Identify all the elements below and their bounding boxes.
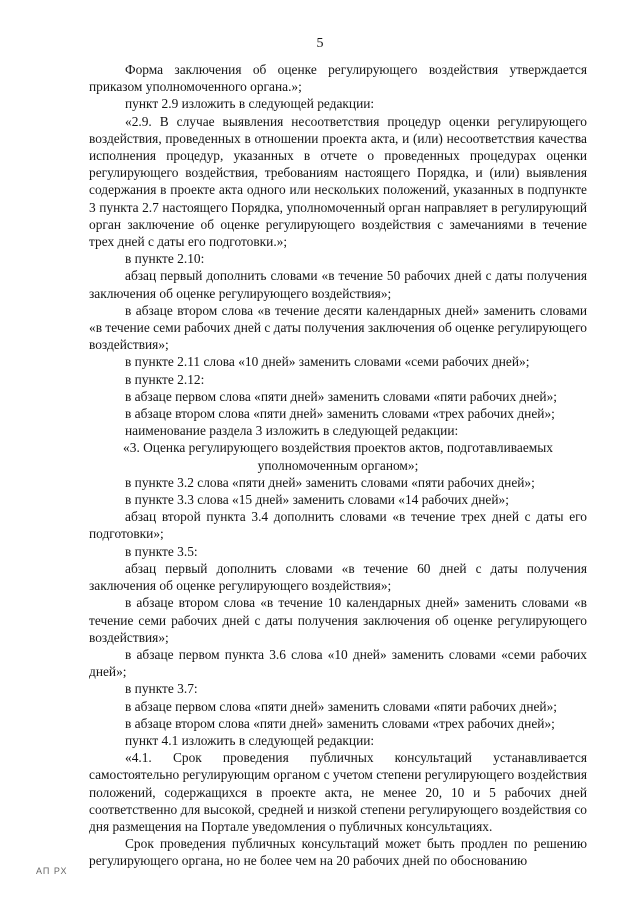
- paragraph: «2.9. В случае выявления несоответствия процедур оценки регулирующего воздействия, проведенных в отношении проекта акта, и (или) несоответствия качества исполнения процедур, указанных в отчете о проведенных процедурах оценки регулирующего воздействия, требованиям настоящего Порядка, и (или) выявления содержания в проекте акта одного или нескольких положений, указанных в подпункте 3 пункта 2.7 настоящего Порядка, уполномоченный орган направляет в регулирующий орган заключение об оценке регулирующего воздействия с замечаниями в течение трех дней с даты его подготовки.»;: [89, 113, 587, 250]
- corner-mark: АП РХ: [36, 866, 68, 876]
- paragraph: в абзаце втором слова «пяти дней» заменить словами «трех рабочих дней»;: [125, 406, 555, 422]
- paragraph: Форма заключения об оценке регулирующего воздействия утверждается приказом уполномоченного органа.»;: [89, 62, 587, 95]
- paragraph: в абзаце втором слова «в течение 10 календарных дней» заменить словами «в течение семи рабочих дней с даты получения заключения об оценке регулирующего воздействия»;: [89, 595, 587, 645]
- paragraph: пункт 2.9 изложить в следующей редакции:: [125, 96, 375, 112]
- paragraph: в пункте 3.5:: [125, 543, 198, 559]
- paragraph: в абзаце первом слова «пяти дней» заменить словами «пяти рабочих дней»;: [125, 388, 558, 404]
- paragraph: наименование раздела 3 изложить в следующей редакции:: [125, 423, 459, 439]
- paragraph: Срок проведения публичных консультаций может быть продлен по решению регулирующего органа, но не более чем на 20 рабочих дней по обоснованию: [89, 836, 587, 869]
- paragraph: в пункте 3.7:: [125, 681, 198, 697]
- paragraph: в пункте 2.10:: [125, 251, 205, 267]
- paragraph: в пункте 2.11 слова «10 дней» заменить словами «семи рабочих дней»;: [125, 354, 530, 370]
- paragraph: абзац первый дополнить словами «в течение 60 дней с даты получения заключения об оценке регулирующего воздействия»;: [89, 560, 587, 594]
- paragraph: в пункте 3.2 слова «пяти дней» заменить словами «пяти рабочих дней»;: [125, 474, 535, 490]
- paragraph: в абзаце втором слова «в течение десяти календарных дней» заменить словами «в течение семи рабочих дней с даты получения заключения об оценке регулирующего воздействия»;: [89, 302, 587, 353]
- paragraph: абзац второй пункта 3.4 дополнить словами «в течение трех дней с даты его подготовки»;: [89, 509, 587, 542]
- paragraph: абзац первый дополнить словами «в течение 50 рабочих дней с даты получения заключения об оценке регулирующего воздействия»;: [89, 268, 587, 301]
- section-heading: «3. Оценка регулирующего воздействия проектов актов, подготавливаемых уполномоченным органом»;: [123, 440, 553, 473]
- paragraph: в абзаце первом слова «пяти дней» заменить словами «пяти рабочих дней»;: [125, 698, 558, 714]
- paragraph: в абзаце первом пункта 3.6 слова «10 дней» заменить словами «семи рабочих дней»;: [89, 646, 587, 680]
- paragraph: «4.1. Срок проведения публичных консультаций устанавливается самостоятельно регулирующим органом с учетом степени регулирующего воздействия положений, содержащихся в проекте акта, не менее 20, 10 и 5 рабочих дней соответственно для высокой, средней и низкой степени регулирующего воздействия со дня размещения на Портале уведомления о публичных консультациях.: [89, 750, 587, 834]
- page-number: 5: [316, 36, 324, 51]
- paragraph: в абзаце втором слова «пяти дней» заменить словами «трех рабочих дней»;: [125, 715, 555, 731]
- paragraph: в пункте 3.3 слова «15 дней» заменить словами «14 рабочих дней»;: [125, 492, 509, 508]
- paragraph: пункт 4.1 изложить в следующей редакции:: [125, 732, 375, 748]
- paragraph: в пункте 2.12:: [125, 371, 205, 387]
- document-body: [89, 61, 587, 870]
